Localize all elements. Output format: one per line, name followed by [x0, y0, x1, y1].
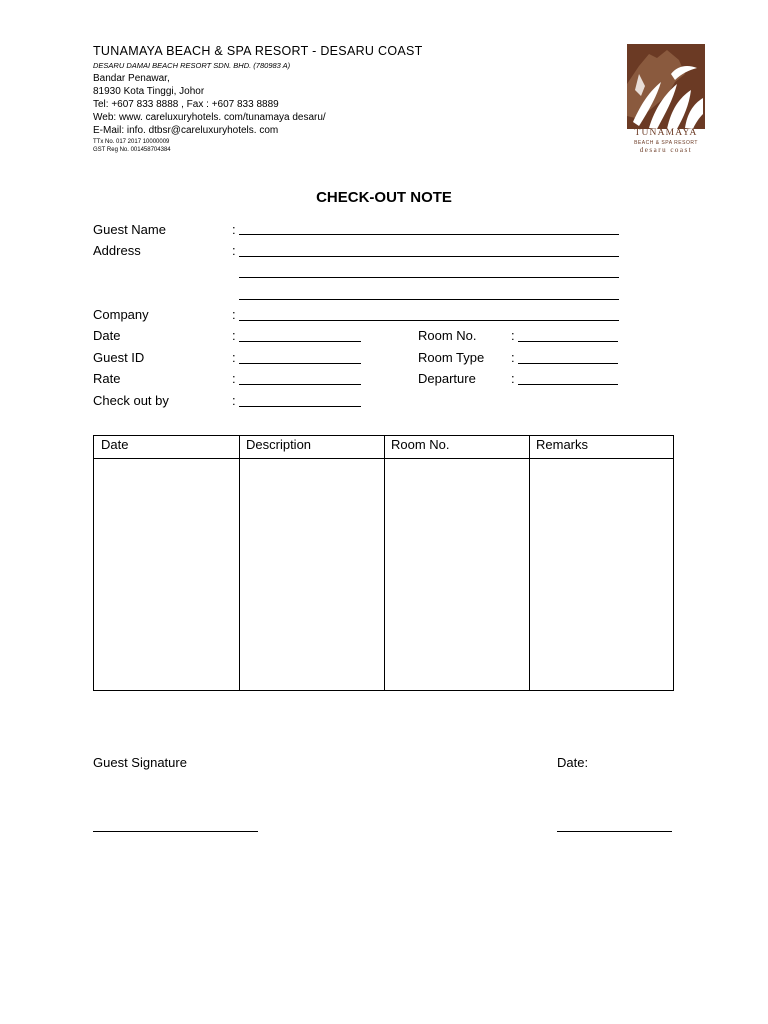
check-out-by-field[interactable] [239, 406, 361, 407]
logo-name: TUNAMAYA [634, 128, 698, 138]
signature-date-label: Date: [557, 755, 589, 770]
company-field[interactable] [239, 320, 619, 321]
guest-signature-label: Guest Signature [93, 755, 187, 770]
company-label: Company [93, 307, 149, 322]
address-label: Address [93, 243, 141, 258]
guest-id-label: Guest ID [93, 350, 145, 365]
column-header-room-no: Room No. [391, 437, 450, 452]
room-no-field[interactable] [518, 341, 618, 342]
tunamaya-logo [627, 44, 705, 154]
column-header-remarks: Remarks [536, 437, 589, 452]
colon: : [511, 328, 515, 343]
guest-id-field[interactable] [239, 363, 361, 364]
column-header-date: Date [101, 437, 129, 452]
logo-subtitle: BEACH & SPA RESORT [634, 140, 698, 146]
room-no-cell[interactable] [385, 459, 529, 690]
colon: : [232, 307, 236, 322]
logo-emblem-icon [627, 44, 705, 129]
column-header-description: Description [246, 437, 312, 452]
address-field-3[interactable] [239, 299, 619, 300]
tel-fax: Tel: +607 833 8888 , Fax : +607 833 8889 [93, 99, 279, 110]
remarks-cell[interactable] [530, 459, 673, 690]
rate-field[interactable] [239, 384, 361, 385]
room-no-label: Room No. [418, 328, 477, 343]
colon: : [511, 371, 515, 386]
room-type-field[interactable] [518, 363, 618, 364]
guest-signature-field[interactable] [93, 831, 258, 832]
logo-location: desaru coast [639, 146, 693, 154]
web-address: Web: www. careluxuryhotels. com/tunamaya desaru/ [93, 112, 326, 123]
check-out-by-label: Check out by [93, 393, 169, 408]
colon: : [232, 243, 236, 258]
departure-label: Departure [418, 371, 476, 386]
ttx-number: TTx No. 017 2017 10000009 [93, 139, 170, 145]
date-label: Date [93, 328, 121, 343]
colon: : [511, 350, 515, 365]
address-field-1[interactable] [239, 256, 619, 257]
guest-name-field[interactable] [239, 234, 619, 235]
colon: : [232, 393, 236, 408]
colon: : [232, 371, 236, 386]
signature-date-field[interactable] [557, 831, 672, 832]
address-line-2: 81930 Kota Tinggi, Johor [93, 86, 205, 97]
colon: : [232, 350, 236, 365]
hotel-name: TUNAMAYA BEACH & SPA RESORT - DESARU COAST [93, 44, 423, 58]
date-cell[interactable] [94, 459, 239, 690]
page-title: CHECK-OUT NOTE [316, 189, 452, 206]
colon: : [232, 222, 236, 237]
date-field[interactable] [239, 341, 361, 342]
departure-field[interactable] [518, 384, 618, 385]
room-type-label: Room Type [418, 350, 485, 365]
address-field-2[interactable] [239, 277, 619, 278]
email-address: E-Mail: info. dtbsr@careluxuryhotels. com [93, 125, 279, 136]
charges-table [93, 435, 674, 691]
guest-name-label: Guest Name [93, 222, 166, 237]
gst-number: GST Reg No. 001458704384 [93, 147, 171, 153]
colon: : [232, 328, 236, 343]
address-line-1: Bandar Penawar, [93, 73, 170, 84]
company-name: DESARU DAMAI BEACH RESORT SDN. BHD. (780983 A) [93, 61, 291, 70]
rate-label: Rate [93, 371, 121, 386]
description-cell[interactable] [240, 459, 384, 690]
